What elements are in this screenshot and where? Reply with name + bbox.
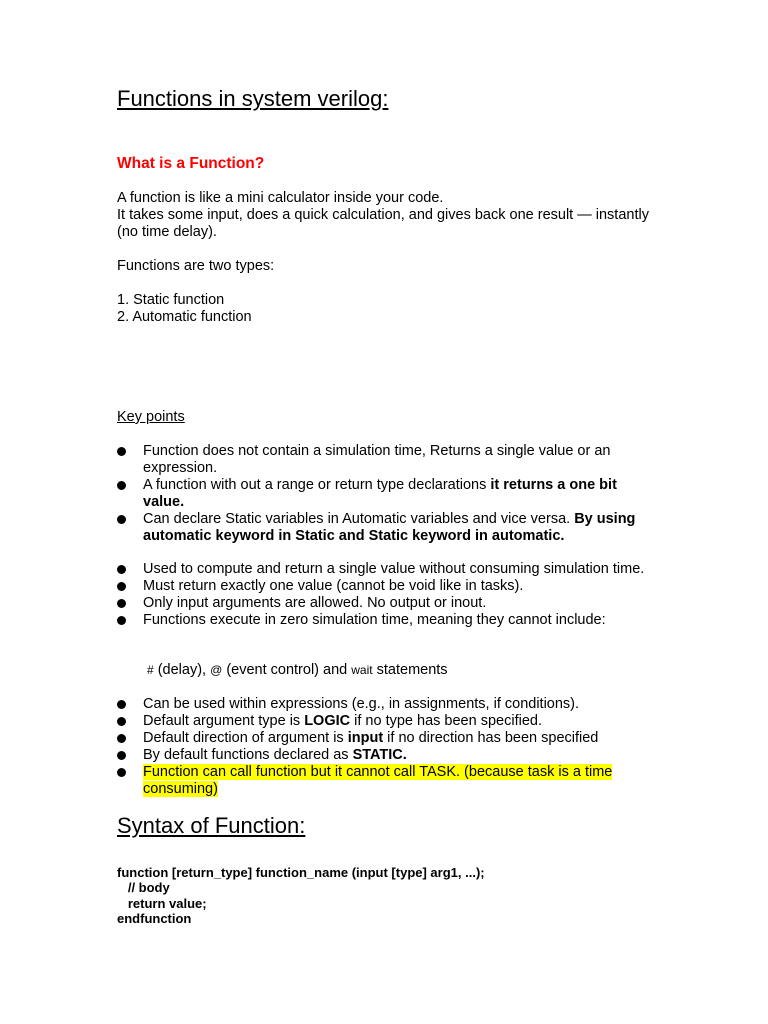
bullet-icon (117, 616, 126, 625)
list-item: Default argument type is LOGIC if no type has been specified. (117, 713, 657, 730)
page-title: Functions in system verilog: (117, 86, 389, 111)
list-item: By default functions declared as STATIC. (117, 747, 657, 764)
bullet-icon (117, 751, 126, 760)
bullet-icon (117, 565, 126, 574)
list-item: Functions execute in zero simulation time, meaning they cannot include: (117, 612, 657, 629)
bullet-icon (117, 717, 126, 726)
intro-line-1: A function is like a mini calculator inside your code. (117, 190, 444, 206)
code-line: // body (117, 880, 170, 896)
list-item: Default direction of argument is input if no direction has been specified (117, 730, 657, 747)
list-item: Only input arguments are allowed. No output or inout. (117, 595, 657, 612)
list-item: A function with out a range or return type declarations it returns a one bit value. (117, 477, 657, 511)
list-item: Used to compute and return a single value without consuming simulation time. (117, 561, 657, 578)
bullet-icon (117, 481, 126, 490)
highlighted-text: Function can call function but it cannot call TASK. (because task is a time consuming) (143, 764, 613, 797)
code-line: return value; (117, 895, 207, 911)
bullet-icon (117, 700, 126, 709)
syntax-code-block (117, 865, 485, 926)
intro-line-2: It takes some input, does a quick calculation, and gives back one result — instantly (no time delay). (117, 207, 649, 240)
what-is-function-heading: What is a Function? (117, 155, 265, 172)
bullet-icon (117, 599, 126, 608)
key-points-list-c (117, 696, 657, 798)
bullet-icon (117, 582, 126, 591)
type-item-automatic: 2. Automatic function (117, 309, 252, 325)
list-item: Can declare Static variables in Automatic variables and vice versa. By using automatic keyword in Static and Static keyword in automatic. (117, 511, 657, 545)
type-item-static: 1. Static function (117, 292, 225, 308)
key-points-list-a (117, 443, 657, 545)
code-line: function [return_type] function_name (input [type] arg1, ...); (117, 865, 485, 880)
types-intro: Functions are two types: (117, 258, 275, 274)
list-item: Can be used within expressions (e.g., in assignments, if conditions). (117, 696, 657, 713)
syntax-heading: Syntax of Function: (117, 813, 306, 838)
bullet-icon (117, 734, 126, 743)
key-points-label: Key points (117, 409, 185, 425)
list-item: Must return exactly one value (cannot be void like in tasks). (117, 578, 657, 595)
types-list (117, 292, 657, 326)
list-item: Function does not contain a simulation time, Returns a single value or an expression. (117, 443, 657, 477)
bullet-icon (117, 768, 126, 777)
key-points-list-b (117, 561, 657, 629)
highlighted-list-item (117, 764, 657, 798)
intro-paragraph (117, 190, 657, 241)
code-line: endfunction (117, 910, 192, 926)
bullet-icon (117, 515, 126, 524)
bullet-icon (117, 447, 126, 456)
delay-statements-line: # (delay), @ (event control) and wait statements (147, 662, 448, 678)
